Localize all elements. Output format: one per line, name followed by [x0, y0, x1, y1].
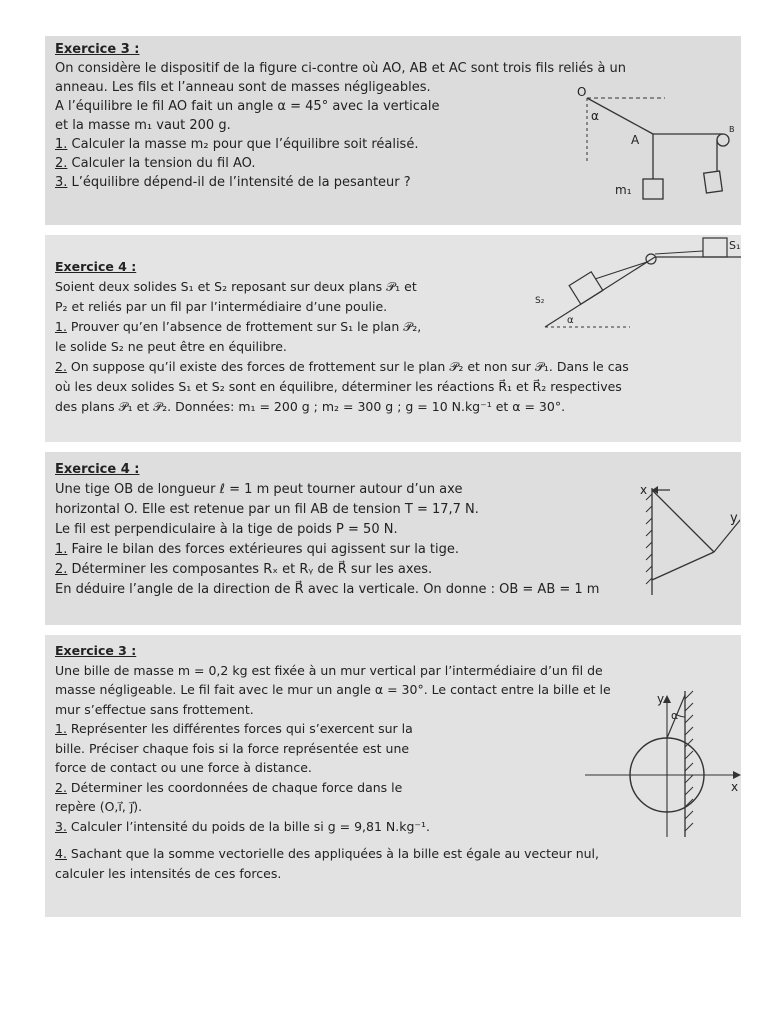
- text-line: calculer les intensités de ces forces.: [55, 865, 282, 881]
- point-o-label: O: [577, 85, 587, 99]
- exercise-4-rod-text: [55, 460, 599, 600]
- text-line: anneau. Les fils et l’anneau sont de masses négligeables.: [55, 80, 431, 95]
- text-line: Soient deux solides S₁ et S₂ reposant sur deux plans 𝒫₁ et: [55, 279, 417, 294]
- text-line: horizontal O. Elle est retenue par un fil AB de tension T = 17,7 N.: [55, 502, 479, 517]
- question-3: 3. Calculer l’intensité du poids de la bille si g = 9,81 N.kg⁻¹.: [55, 818, 430, 834]
- solid-s1-label: S₁: [729, 239, 741, 252]
- text-line: bille. Préciser chaque fois si la force représentée est une: [55, 740, 410, 756]
- pulley-wires-figure: [565, 84, 735, 224]
- text-line: masse négligeable. Le fil fait avec le mur un angle α = 30°. Le contact entre la bille et le: [55, 682, 611, 697]
- axis-x-label: x: [640, 483, 648, 497]
- exercise-title: Exercice 4 :: [55, 462, 140, 477]
- exercise-title: Exercice 3 :: [55, 643, 137, 658]
- point-a-label: A: [631, 133, 640, 147]
- question-2: 2. On suppose qu’il existe des forces de frottement sur le plan 𝒫₂ et non sur 𝒫₁. Dans le cas: [55, 359, 629, 374]
- text-line: Une tige OB de longueur ℓ = 1 m peut tourner autour d’un axe: [55, 482, 463, 497]
- ball-on-wall-figure: [525, 687, 741, 837]
- text-line: A l’équilibre le fil AO fait un angle α = 45° avec la verticale: [55, 99, 440, 114]
- text-line: force de contact ou une force à distance.: [55, 760, 312, 775]
- text-line: où les deux solides S₁ et S₂ sont en équilibre, déterminer les réactions R⃗₁ et R⃗₂ respectives: [55, 379, 622, 394]
- mass-m1-label: m₁: [615, 183, 632, 197]
- exercise-4-rod-card: [45, 452, 741, 625]
- question-1: 1. Représenter les différentes forces qui s’exercent sur la: [55, 721, 413, 736]
- exercise-title: Exercice 3 :: [55, 42, 140, 57]
- text-line: P₂ et reliés par un fil par l’intermédiaire d’une poulie.: [55, 299, 388, 314]
- exercise-4-inclined-planes-card: [45, 235, 741, 442]
- exercise-title: Exercice 4 :: [55, 259, 137, 274]
- text-line: et la masse m₁ vaut 200 g.: [55, 118, 231, 133]
- text-line: Le fil est perpendiculaire à la tige de poids P = 50 N.: [55, 522, 398, 537]
- solid-s2-label: S₂: [535, 296, 545, 306]
- text-line: des plans 𝒫₁ et 𝒫₂. Données: m₁ = 200 g ; m₂ = 300 g ; g = 10 N.kg⁻¹ et α = 30°.: [55, 399, 566, 414]
- text-line: En déduire l’angle de la direction de R⃗ avec la verticale. On donne : OB = AB = 1 m: [55, 582, 600, 597]
- question-1: 1. Calculer la masse m₂ pour que l’équilibre soit réalisé.: [55, 137, 419, 152]
- question-1: 1. Faire le bilan des forces extérieures qui agissent sur la tige.: [55, 542, 460, 557]
- exercise-3-text: [55, 40, 626, 192]
- question-3: 3. L’équilibre dépend-il de l’intensité de la pesanteur ?: [55, 175, 411, 190]
- question-1: 1. Prouver qu’en l’absence de frottement sur S₁ le plan 𝒫₂,: [55, 319, 422, 334]
- point-b-label: B: [729, 125, 735, 134]
- question-2: 2. Déterminer les composantes Rₓ et Rᵧ de R⃗ sur les axes.: [55, 562, 433, 577]
- question-4: 4. Sachant que la somme vectorielle des appliquées à la bille est égale au vecteur nul,: [55, 846, 599, 861]
- text-line: repère (O,i⃗, j⃗).: [55, 799, 143, 814]
- text-line: le solide S₂ ne peut être en équilibre.: [55, 339, 287, 354]
- exercise-3-ball-card: [45, 635, 741, 917]
- inclined-planes-figure: [495, 235, 741, 335]
- axis-y-label: y: [730, 511, 738, 526]
- rod-figure: [590, 480, 740, 600]
- text-line: Une bille de masse m = 0,2 kg est fixée à un mur vertical par l’intermédiaire d’un fil de: [55, 662, 603, 678]
- alpha-label: α: [591, 109, 599, 123]
- exercise-3-wires-card: [45, 36, 741, 225]
- alpha-label: α: [567, 315, 574, 326]
- question-2: 2. Déterminer les coordonnées de chaque force dans le: [55, 779, 403, 795]
- text-line: mur s’effectue sans frottement.: [55, 701, 254, 717]
- axis-x-label: x: [731, 780, 739, 794]
- question-2: 2. Calculer la tension du fil AO.: [55, 156, 256, 171]
- text-line: On considère le dispositif de la figure ci-contre où AO, AB et AC sont trois fils reliés à un: [55, 61, 627, 76]
- axis-y-label: y: [657, 692, 665, 706]
- alpha-label: α: [671, 709, 679, 722]
